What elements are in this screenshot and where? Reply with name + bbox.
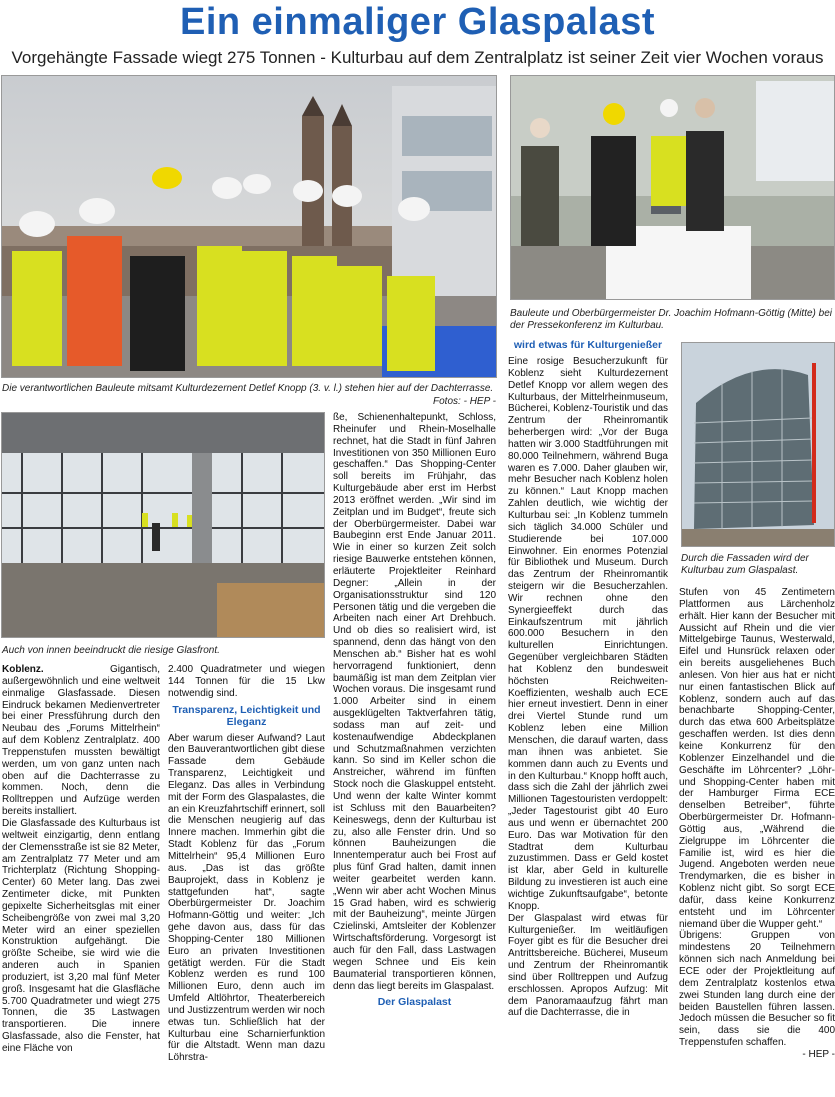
col4-text: Eine rosige Besucherzukunft für Koblenz sieht Kulturdezernent Detlef Knopp vor allem wegen des Kulturbaus, der Mittelrheinmuseum, Bücherei, Koblenz-Touristik und das Zentrum der Rheinromantik beherbergen wird: „Vor der Buga hatten wir 3.000 Stadtführungen mit 80.000 Teilnehmern, während Buga waren es 7.000. Daher glauben wir, mehr Besucher nach Koblenz holen zu können.“ Laut Knopp machen Zahlen deutlich, wie wichtig der Kulturbau sei: „In Koblenz tummeln sich täglich 34.000 Schüler und Studierende bei 107.000 Einwohner. Ein enormes Potenzial für Bibliothek und Museum. Durch das Zentrum der Rheinromantik steigern wir die Besucherzahlen. Wir rechnen ohne den Synergieeffekt durch das Einkaufszentrum mit jährlich 600.000 Besuchern in den kulturellen Einrichtungen. Gegenüber vergleichbaren Städten hat Koblenz den bundesweit höchsten Reichweiten-Koeffizienten, weshalb auch ECE hier erneut investiert. Denn in einer drei Viertel Stunde rund um Koblenz leben eine Million Menschen, die darauf warten, dass man ihnen was anbietet. Sie kommen dann auch zu Events und in den Kulturbau.“ Knopp hofft auch, dass sich die Zahl der jährlich zwei Millionen Tagestouristen verdoppelt: „Jeder Tagestourist gibt 40 Euro aus und wenn er übernachtet 200 Euro. Das war Motivation für den Stadtrat dem Kulturbau zuzustimmen. Dass er Geld kostet ist klar, aber Geld in kulturelle Bildung zu investieren ist auch eine wichtige Zukunftsaufgabe“, betonte Knopp. — [508, 356, 668, 912]
headline: Ein einmaliger Glaspalast — [179, 1, 655, 43]
column-3 — [333, 412, 496, 1013]
press-caption: Bauleute und Oberbürgermeister Dr. Joachim Hofmann-Göttig (Mitte) bei der Pressekonferenz im Kulturbau. — [510, 308, 832, 331]
dateline: Koblenz. — [2, 664, 44, 675]
rooftop-caption: Die verantwortlichen Bauleute mitsamt Kulturdezernent Detlef Knopp (3. v. l.) stehen hier auf der Dachterrasse. — [2, 383, 494, 394]
section-heading-transparenz: Transparenz, Leichtigkeit und Eleganz — [172, 703, 321, 728]
subheadline: Vorgehängte Fassade wiegt 275 Tonnen - Kulturbau auf dem Zentralplatz ist seiner Zeit vier Wochen voraus — [11, 48, 824, 67]
interior-photo — [1, 412, 325, 638]
photo-credit: Fotos: - HEP - — [433, 396, 496, 407]
column-5 — [679, 587, 835, 1061]
press-photo — [510, 75, 835, 300]
facade-photo — [681, 342, 835, 547]
col5-text: Stufen von 45 Zentimetern Plattformen aus Lärchenholz erhält. Hier kann der Besucher mit Aussicht auf Rhein und die vier Mittelgebirge Taunus, Westerwald, Eifel und Hunsrück relaxen oder ein bereits ausgeliehenes Buch anlesen. Von hier aus hat er nicht nur einen fantastischen Blick auf Koblenz, sondern auch auf das benachbarte Shopping-Center, durch das etwa 600 Arbeitsplätze geschaffen werden. Ist dies denn keine Konkurrenz für den Koblenzer Einzelhandel und die Geschäfte im Löhrcenter? „Löhr- und Shopping-Center haben mit der Hamburger Firma ECE denselben Betreiber“, führte Oberbürgermeister Dr. Hofmann-Göttig aus, „Während die Zielgruppe im Löhrcenter die Familie ist, wird es hier die Jugend. Angeboten werden neue Trendymarken, die es bisher in Koblenz nicht gibt. So sorgt ECE dafür, dass keine Konkurrenz entsteht und im Löhrcenter niemand über die Wupper geht.“ — [679, 587, 835, 930]
col2-text: Aber warum dieser Aufwand? Laut den Bauverantwortlichen gibt diese Fassade dem Gebäude Transparenz, Leichtigkeit und Eleganz. Das alles in Verbindung mit der Form des Glaspalastes, die an ein Kreuzfahrtschiff erinnert, soll die Menschen neugierig auf das Innere machen. Immerhin gibt die Stadt Koblenz für das „Forum Mittelrhein“ 95,4 Millionen Euro aus. „Das ist das größte Bauprojekt, dass in Koblenz je stattgefunden hat“, sagte Oberbürgermeister Dr. Joachim Hofmann-Göttig und weiter: „Ich gehe davon aus, dass für das Shopping-Center 180 Millionen Euro an privaten Investitionen getätigt werden. Für die Stadt Koblenz werden es rund 100 Millionen Euro, denn auch im Umfeld Altlöhrtor, Theaterbereich und Justizzentrum werden wir noch etwas tun. Schließlich hat der Kulturbau eine Scharnierfunktion für die Altstadt. Wenn man dazu Löhrstra- — [168, 732, 325, 1064]
col3-text: ße, Schienenhaltepunkt, Schloss, Rheinufer und Rhein-Moselhalle rechnet, hat die Stadt in fünf Jahren Investitionen von 350 Millionen Euro geschaffen.“ Das Shopping-Center soll bereits im Frühjahr, das Kulturgebäude aber erst im Herbst 2013 eröffnet werden. „Wir sind im Zeitplan und im Budget“, freute sich der Oberbürgermeister. Dabei war Baubeginn erst Ende Januar 2011. Wie in einer so kurzen Zeit solch riesige Bauwerke entstehen können, erläuterte Projektleiter Reinhard Degner: „Allein in der Organisationsstruktur sind 120 Personen tätig und die vergeben die Arbeiten nach einer Art Drehbuch. Und ob dies so realisiert wird, ist spannend, denn das hängt von den Menschen ab.“ Bisher hat es wohl hervorragend funktioniert, denn baumäßig ist man dem Zeitplan vier Wochen voraus. Die insgesamt rund 1.000 Arbeiter sind in einem ausgeklügelten Taktverfahren tätig, sodass man auf zeit- und kostenaufwendige Abdeckplanen und Schutzmaßnahmen verzichten kann. So sind im Keller schon die Anstreicher, während im fünften Stock noch die Glaskuppel entsteht. Und wenn der kalte Winter kommt ist Schluss mit den Bauarbeiten? Keineswegs, denn der Kulturbau ist zu, also alle Fenster drin. Und so können Bauheizungen die Innentemperatur auch bei Frost auf plus fünf Grad halten, damit innen weiter gearbeitet werden kann. „Wenn wir aber acht Wochen Minus 15 Grad haben, wird es schwierig mit der Bauheizung“, meinte Jürgen Czielinski, Amtsleiter der Koblenzer Wirtschaftsförderung. Vorgesorgt ist auch für den Fall, dass Lastwagen wegen Schnee und Eis kein Baumaterial transportieren können, denn das liegt bereits im Glaspalast. — [333, 412, 496, 992]
col2-top: 2.400 Quadratmeter und wiegen 144 Tonnen für die 15 Lkw notwendig sind. — [168, 664, 325, 699]
facade-caption: Durch die Fassaden wird der Kulturbau zum Glaspalast. — [681, 553, 809, 576]
column-4 — [508, 339, 668, 1019]
section-heading-glaspalast: Der Glaspalast — [377, 996, 452, 1009]
column-2 — [168, 664, 325, 1064]
col4-text2: Der Glaspalast wird etwas für Kulturgenießer. Im weitläufigen Foyer gibt es für die Besucher drei Antrittsbereiche. Bücherei, Museum und Zentrum der Rheinromantik sind über Rolltreppen und Aufzug erschlossen. Apropos Aufzug: Mit dem Panoramaaufzug fährt man auf die Dachterrasse, die in — [508, 912, 668, 1019]
section-heading-kultur: wird etwas für Kulturgenießer — [513, 339, 663, 351]
byline: - HEP - — [802, 1048, 835, 1060]
col1-text: Gigantisch, außergewöhnlich und eine weltweit einmalige Glasfassade. Diesen Eindruck bekamen Medienvertreter bei einer Pressführung durch den Neubau des „Forums Mittelrhein“ auf dem Koblenz Zentralplatz. 400 Treppenstufen mussten bewältigt werden, um von ganz unten nach oben auf die Dachterrasse zu kommen. Noch, denn die Rolltreppen und Aufzüge werden bereits installiert. — [2, 664, 160, 818]
interior-caption: Auch von innen beeindruckt die riesige Glasfront. — [2, 645, 220, 656]
rooftop-photo — [1, 75, 497, 378]
column-1 — [2, 664, 160, 1055]
col5-text2: Übrigens: Gruppen von mindestens 20 Teilnehmern können sich nach Anmeldung bei ECE oder der Projektleitung auf dem Zentralplatz kostenlos etwa zwei Stunden lang durch eine der beiden Baustellen führen lassen. Jedoch müssen die Besucher so fit sein, dass sie die 400 Treppenstufen schaffen. — [679, 930, 835, 1049]
col1-text2: Die Glasfassade des Kulturbaus ist weltweit einzigartig, denn entlang der Clemensstraße ist sie 82 Meter, am Zentralplatz 77 Meter und am Trichterplatz (Richtung Shopping-Center) 60 Meter lang. Das zwei Zentimeter dicke, mit Punkten gepixelte Sicherheitsglas mit einer Scheibengröße von zwei mal 3,20 Meter wird an einer speziellen Konstruktion aufgehängt. Die größte Scheibe, sie wird wie die anderen auch in Spanien produziert, ist 3,20 mal fünf Meter groß. Insgesamt hat die Glasfläche 5.700 Quadratmeter und wiegt 275 Tonnen, die 35 Lastwagen transportieren. Die innere Glasfassade, also die Fenster, hat eine Fläche von — [2, 817, 160, 1054]
